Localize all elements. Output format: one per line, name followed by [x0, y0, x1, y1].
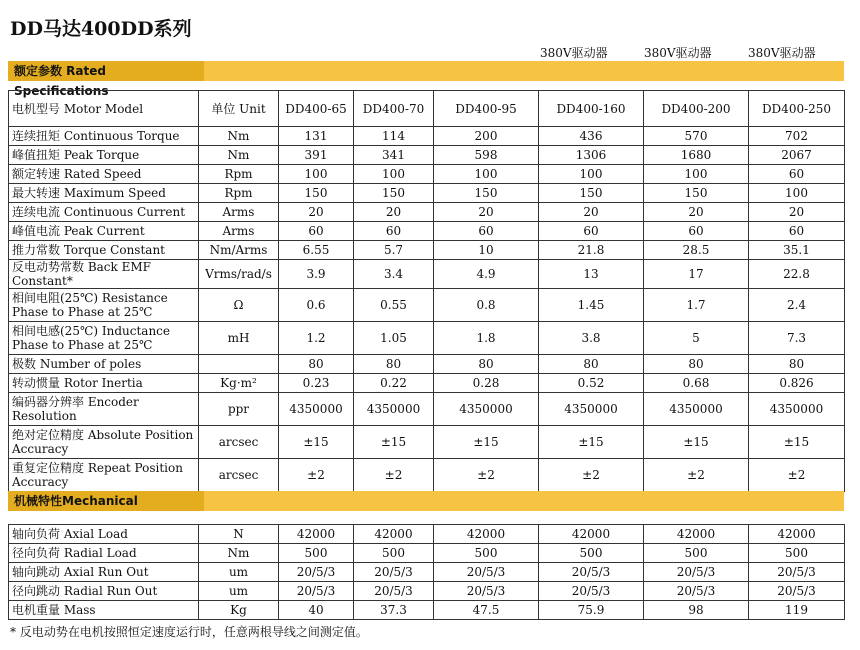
value-cell: 0.826: [749, 374, 845, 393]
value-cell: 391: [279, 146, 354, 165]
value-cell: 150: [354, 184, 434, 203]
driver-label-200: 380V驱动器: [644, 46, 712, 60]
table-row: [9, 322, 845, 355]
value-cell: 1.7: [644, 289, 749, 322]
value-cell: ±15: [644, 426, 749, 459]
value-cell: 100: [644, 165, 749, 184]
value-cell: 1.8: [434, 322, 539, 355]
unit-cell: Nm: [199, 544, 279, 563]
unit-cell: Nm: [199, 127, 279, 146]
value-cell: ±15: [354, 426, 434, 459]
value-cell: 0.22: [354, 374, 434, 393]
driver-label-160: 380V驱动器: [540, 46, 608, 60]
param-cell: 电机型号 Motor Model: [9, 91, 199, 127]
table-row: [9, 544, 845, 563]
unit-cell: Nm/Arms: [199, 241, 279, 260]
table-row: [9, 184, 845, 203]
model-cell: DD400-95: [434, 91, 539, 127]
unit-cell: [199, 355, 279, 374]
param-cell: 相间电感(25℃) Inductance Phase to Phase at 25℃: [9, 322, 199, 355]
model-cell: DD400-200: [644, 91, 749, 127]
value-cell: 42000: [279, 525, 354, 544]
unit-cell: Vrms/rad/s: [199, 260, 279, 289]
value-cell: 37.3: [354, 601, 434, 620]
value-cell: 4350000: [539, 393, 644, 426]
param-cell: 编码器分辨率 Encoder Resolution: [9, 393, 199, 426]
page-title: DD马达400DD系列: [10, 18, 192, 40]
model-cell: DD400-65: [279, 91, 354, 127]
value-cell: 20/5/3: [539, 563, 644, 582]
table-row: [9, 260, 845, 289]
value-cell: 4350000: [749, 393, 845, 426]
value-cell: 1.45: [539, 289, 644, 322]
value-cell: 20/5/3: [434, 563, 539, 582]
unit-cell: Ω: [199, 289, 279, 322]
value-cell: 150: [434, 184, 539, 203]
value-cell: 35.1: [749, 241, 845, 260]
value-cell: 100: [354, 165, 434, 184]
value-cell: ±2: [644, 459, 749, 492]
value-cell: 17: [644, 260, 749, 289]
param-cell: 电机重量 Mass: [9, 601, 199, 620]
unit-cell: Arms: [199, 222, 279, 241]
value-cell: 20: [354, 203, 434, 222]
value-cell: 131: [279, 127, 354, 146]
value-cell: 119: [749, 601, 845, 620]
table-row: [9, 289, 845, 322]
value-cell: 20/5/3: [354, 582, 434, 601]
param-cell: 峰值电流 Peak Current: [9, 222, 199, 241]
model-cell: DD400-70: [354, 91, 434, 127]
value-cell: 22.8: [749, 260, 845, 289]
param-cell: 转动惯量 Rotor Inertia: [9, 374, 199, 393]
value-cell: 598: [434, 146, 539, 165]
value-cell: 500: [539, 544, 644, 563]
value-cell: 1.2: [279, 322, 354, 355]
table-row: [9, 426, 845, 459]
param-cell: 径向跳动 Radial Run Out: [9, 582, 199, 601]
table-row: [9, 127, 845, 146]
value-cell: 80: [539, 355, 644, 374]
table-row: [9, 374, 845, 393]
value-cell: 60: [354, 222, 434, 241]
value-cell: 42000: [644, 525, 749, 544]
value-cell: 500: [279, 544, 354, 563]
value-cell: 6.55: [279, 241, 354, 260]
value-cell: 20/5/3: [434, 582, 539, 601]
unit-cell: arcsec: [199, 459, 279, 492]
model-cell: DD400-160: [539, 91, 644, 127]
unit-cell: 单位 Unit: [199, 91, 279, 127]
param-cell: 重复定位精度 Repeat Position Accuracy: [9, 459, 199, 492]
value-cell: 80: [279, 355, 354, 374]
rated-spec-table: [8, 90, 845, 492]
table-row: [9, 222, 845, 241]
value-cell: 20/5/3: [279, 563, 354, 582]
value-cell: 42000: [354, 525, 434, 544]
value-cell: 114: [354, 127, 434, 146]
value-cell: 42000: [539, 525, 644, 544]
param-cell: 轴向跳动 Axial Run Out: [9, 563, 199, 582]
value-cell: 20: [539, 203, 644, 222]
value-cell: 2067: [749, 146, 845, 165]
mechanical-table: [8, 524, 845, 620]
value-cell: ±2: [434, 459, 539, 492]
table-row: [9, 525, 845, 544]
param-cell: 径向负荷 Radial Load: [9, 544, 199, 563]
value-cell: 20/5/3: [749, 563, 845, 582]
unit-cell: Kg·m²: [199, 374, 279, 393]
param-cell: 峰值扭矩 Peak Torque: [9, 146, 199, 165]
value-cell: 42000: [434, 525, 539, 544]
value-cell: 80: [354, 355, 434, 374]
value-cell: 10: [434, 241, 539, 260]
value-cell: 20/5/3: [279, 582, 354, 601]
header-row: [9, 91, 845, 127]
param-cell: 最大转速 Maximum Speed: [9, 184, 199, 203]
value-cell: ±2: [354, 459, 434, 492]
unit-cell: Rpm: [199, 184, 279, 203]
value-cell: 341: [354, 146, 434, 165]
value-cell: 60: [539, 222, 644, 241]
table-row: [9, 241, 845, 260]
value-cell: 28.5: [644, 241, 749, 260]
value-cell: ±2: [539, 459, 644, 492]
value-cell: 20: [644, 203, 749, 222]
value-cell: 60: [279, 222, 354, 241]
value-cell: 500: [434, 544, 539, 563]
value-cell: ±15: [279, 426, 354, 459]
value-cell: 3.4: [354, 260, 434, 289]
value-cell: 100: [279, 165, 354, 184]
value-cell: 20: [434, 203, 539, 222]
value-cell: 20: [749, 203, 845, 222]
value-cell: ±15: [749, 426, 845, 459]
unit-cell: arcsec: [199, 426, 279, 459]
unit-cell: ppr: [199, 393, 279, 426]
value-cell: 100: [749, 184, 845, 203]
value-cell: 150: [279, 184, 354, 203]
value-cell: 100: [434, 165, 539, 184]
value-cell: 570: [644, 127, 749, 146]
value-cell: 21.8: [539, 241, 644, 260]
value-cell: 0.55: [354, 289, 434, 322]
param-cell: 相间电阻(25℃) Resistance Phase to Phase at 25℃: [9, 289, 199, 322]
value-cell: 150: [644, 184, 749, 203]
value-cell: ±15: [539, 426, 644, 459]
table-row: [9, 459, 845, 492]
value-cell: 0.68: [644, 374, 749, 393]
value-cell: 80: [434, 355, 539, 374]
value-cell: 0.6: [279, 289, 354, 322]
value-cell: 60: [749, 222, 845, 241]
value-cell: 80: [749, 355, 845, 374]
table-row: [9, 393, 845, 426]
value-cell: ±15: [434, 426, 539, 459]
value-cell: 0.23: [279, 374, 354, 393]
value-cell: 60: [434, 222, 539, 241]
param-cell: 轴向负荷 Axial Load: [9, 525, 199, 544]
value-cell: 0.52: [539, 374, 644, 393]
value-cell: 0.28: [434, 374, 539, 393]
value-cell: 60: [644, 222, 749, 241]
value-cell: 150: [539, 184, 644, 203]
value-cell: 500: [644, 544, 749, 563]
value-cell: 98: [644, 601, 749, 620]
value-cell: 42000: [749, 525, 845, 544]
mechanical-section-band: [8, 491, 844, 511]
param-cell: 额定转速 Rated Speed: [9, 165, 199, 184]
model-cell: DD400-250: [749, 91, 845, 127]
unit-cell: um: [199, 563, 279, 582]
unit-cell: Rpm: [199, 165, 279, 184]
table-row: [9, 355, 845, 374]
mechanical-section-title: 机械特性Mechanical: [8, 491, 204, 511]
unit-cell: Nm: [199, 146, 279, 165]
value-cell: 20/5/3: [644, 563, 749, 582]
value-cell: 500: [749, 544, 845, 563]
param-cell: 连续电流 Continuous Current: [9, 203, 199, 222]
value-cell: 5.7: [354, 241, 434, 260]
value-cell: 4350000: [354, 393, 434, 426]
value-cell: ±2: [749, 459, 845, 492]
param-cell: 极数 Number of poles: [9, 355, 199, 374]
value-cell: 20/5/3: [539, 582, 644, 601]
rated-section-band: [8, 61, 844, 98]
value-cell: 4350000: [279, 393, 354, 426]
value-cell: 500: [354, 544, 434, 563]
unit-cell: N: [199, 525, 279, 544]
value-cell: ±2: [279, 459, 354, 492]
value-cell: 1680: [644, 146, 749, 165]
value-cell: 3.9: [279, 260, 354, 289]
value-cell: 40: [279, 601, 354, 620]
value-cell: 3.8: [539, 322, 644, 355]
unit-cell: Kg: [199, 601, 279, 620]
value-cell: 47.5: [434, 601, 539, 620]
value-cell: 13: [539, 260, 644, 289]
param-cell: 推力常数 Torque Constant: [9, 241, 199, 260]
value-cell: 4.9: [434, 260, 539, 289]
unit-cell: um: [199, 582, 279, 601]
value-cell: 20/5/3: [644, 582, 749, 601]
value-cell: 60: [749, 165, 845, 184]
table-row: [9, 146, 845, 165]
table-row: [9, 601, 845, 620]
value-cell: 5: [644, 322, 749, 355]
value-cell: 100: [539, 165, 644, 184]
value-cell: 200: [434, 127, 539, 146]
table-row: [9, 203, 845, 222]
value-cell: 80: [644, 355, 749, 374]
param-cell: 绝对定位精度 Absolute Position Accuracy: [9, 426, 199, 459]
value-cell: 436: [539, 127, 644, 146]
value-cell: 4350000: [644, 393, 749, 426]
value-cell: 1.05: [354, 322, 434, 355]
value-cell: 2.4: [749, 289, 845, 322]
unit-cell: mH: [199, 322, 279, 355]
param-cell: 连续扭矩 Continuous Torque: [9, 127, 199, 146]
rated-section-title: 额定参数 Rated Specifications: [8, 61, 204, 81]
value-cell: 4350000: [434, 393, 539, 426]
value-cell: 20: [279, 203, 354, 222]
table-row: [9, 563, 845, 582]
value-cell: 1306: [539, 146, 644, 165]
value-cell: 20/5/3: [749, 582, 845, 601]
footnote: * 反电动势在电机按照恒定速度运行时，任意两根导线之间测定值。: [10, 625, 368, 639]
value-cell: 7.3: [749, 322, 845, 355]
table-row: [9, 165, 845, 184]
value-cell: 75.9: [539, 601, 644, 620]
value-cell: 702: [749, 127, 845, 146]
unit-cell: Arms: [199, 203, 279, 222]
table-row: [9, 582, 845, 601]
value-cell: 20/5/3: [354, 563, 434, 582]
driver-label-250: 380V驱动器: [748, 46, 816, 60]
param-cell: 反电动势常数 Back EMF Constant*: [9, 260, 199, 289]
value-cell: 0.8: [434, 289, 539, 322]
